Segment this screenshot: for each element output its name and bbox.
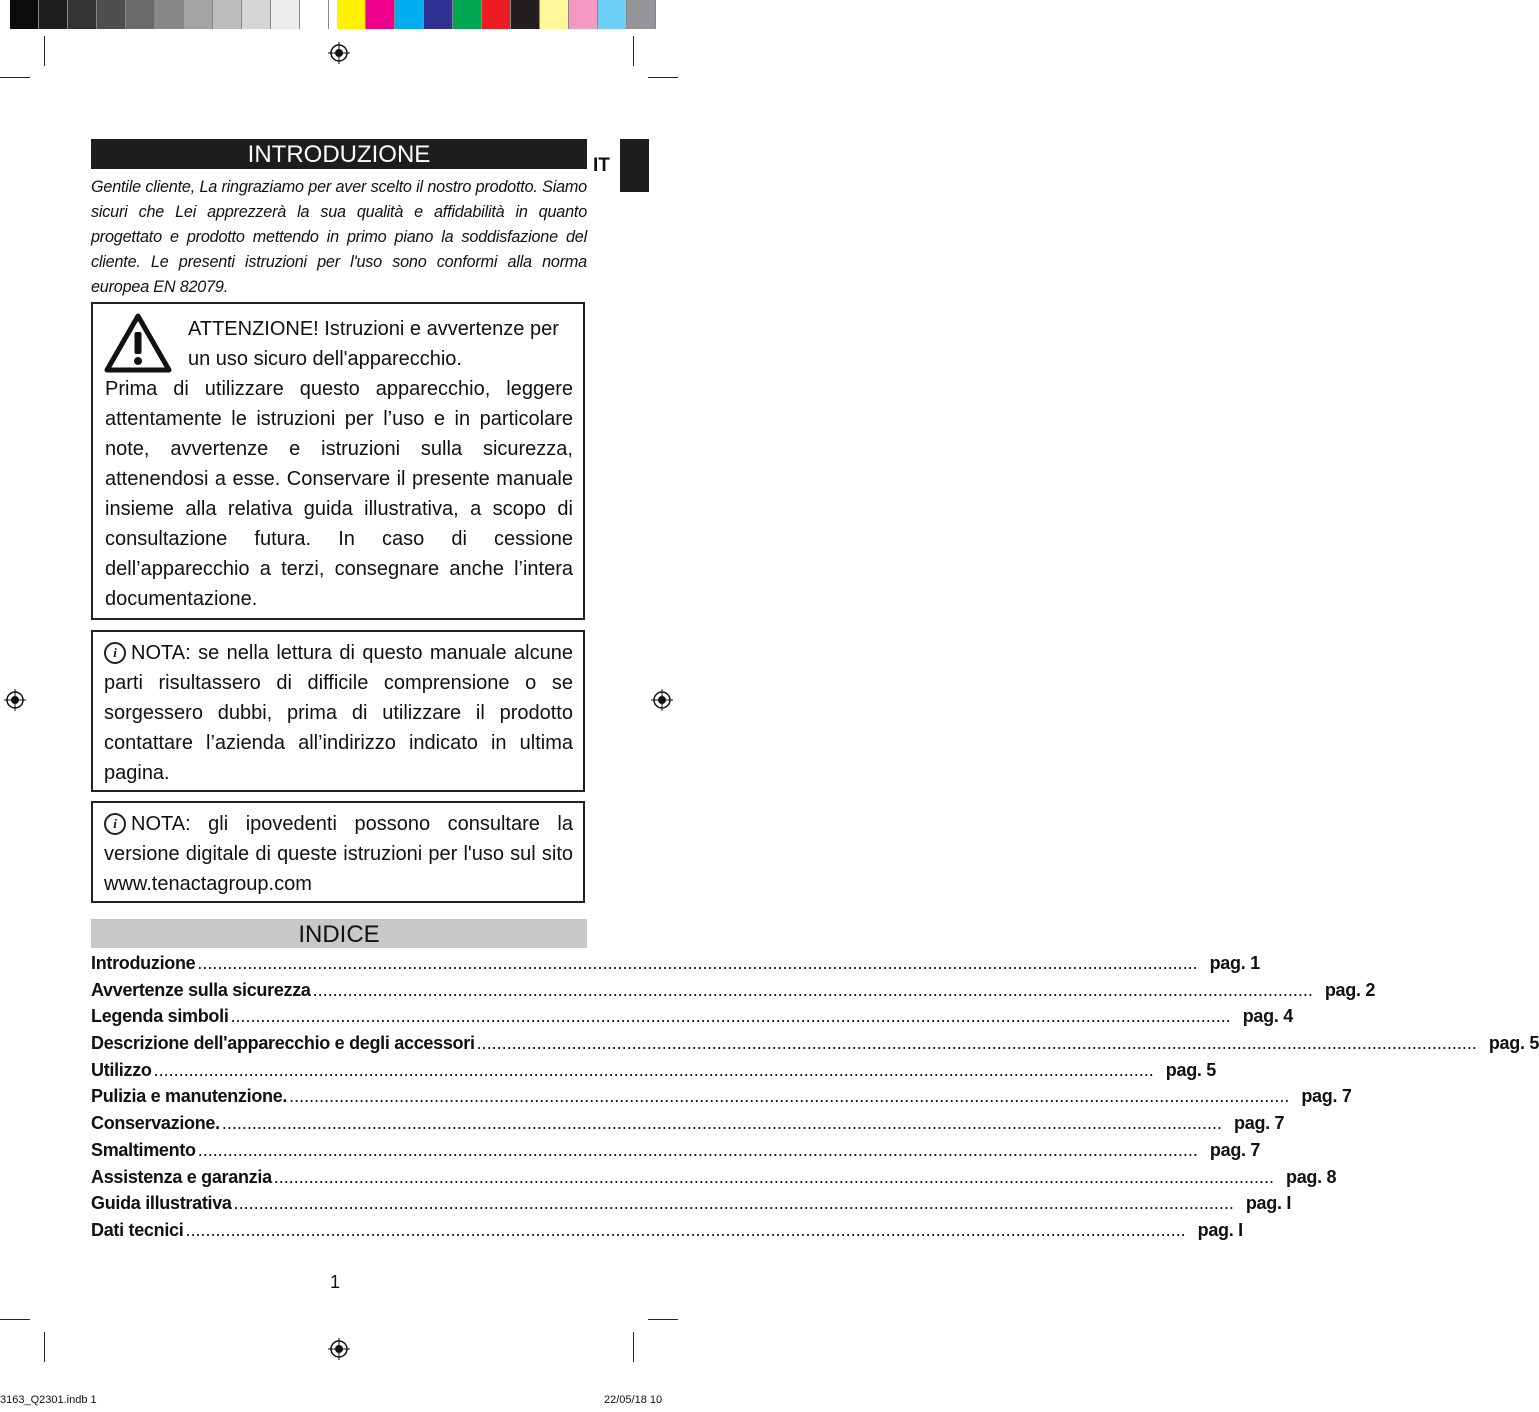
note-content xyxy=(104,809,573,899)
toc-row xyxy=(91,1033,1539,1060)
crop-mark xyxy=(44,36,45,66)
toc-leader-dots: ........................................................................................................................................................................................................ xyxy=(230,1006,1231,1027)
footer-date: 22/05/18 10 xyxy=(604,1394,663,1406)
toc-leader-dots: ........................................................................................................................................................................................................ xyxy=(233,1193,1234,1214)
toc-entry-title: Pulizia e manutenzione. xyxy=(91,1086,288,1107)
registration-mark-icon xyxy=(328,1338,350,1360)
toc-leader-dots: ........................................................................................................................................................................................................ xyxy=(197,953,1198,973)
note-box xyxy=(91,801,585,903)
toc-leader-dots: ........................................................................................................................................................................................................ xyxy=(273,1166,1274,1187)
color-swatch xyxy=(540,0,569,29)
toc-entry-page: pag. 5 xyxy=(1488,1033,1539,1054)
color-swatch xyxy=(242,0,271,29)
crop-mark xyxy=(0,1319,30,1320)
info-icon: i xyxy=(104,642,126,664)
warning-body: Prima di utilizzare questo apparecchio, leggere attentamente le istruzioni per l’uso e in particolare note, avvertenze e istruzioni sulla sicurezza, attenendosi a esse. Conservare il presente manuale insieme alla relativa guida illustrativa, a scopo di consultazione futura. In caso di cessione dell’apparecchio a terzi, consegnare anche l’intera documentazione. xyxy=(105,378,573,610)
toc-row xyxy=(91,1059,1217,1087)
toc-row xyxy=(91,953,1260,980)
color-swatch xyxy=(68,0,97,29)
color-swatch xyxy=(126,0,155,29)
toc-row xyxy=(91,1219,1243,1247)
registration-mark-icon xyxy=(651,689,673,711)
warning-title: ATTENZIONE! Istruzioni e avvertenze per un uso sicuro dell'apparecchio. xyxy=(188,318,559,370)
toc-leader-dots: ........................................................................................................................................................................................................ xyxy=(312,979,1313,1000)
page-number: 1 xyxy=(330,1272,341,1292)
toc-entry-page: pag. 5 xyxy=(1165,1059,1217,1080)
crop-mark xyxy=(633,1332,634,1362)
toc-row xyxy=(91,1139,1261,1167)
toc-row xyxy=(91,979,1376,1007)
language-label: IT xyxy=(593,155,610,176)
note-content xyxy=(104,638,573,788)
toc-leader-dots: ........................................................................................................................................................................................................ xyxy=(197,1139,1198,1160)
toc-entry-page: pag. 7 xyxy=(1209,1139,1261,1160)
color-swatch xyxy=(155,0,184,29)
toc-entry-page: pag. I xyxy=(1197,1219,1243,1240)
footer-file-name: 3163_Q2301.indb 1 xyxy=(0,1394,97,1406)
toc-entry-title: Smaltimento xyxy=(91,1139,196,1160)
toc-leader-dots: ........................................................................................................................................................................................................ xyxy=(476,1033,1477,1054)
color-bar-gap xyxy=(329,0,337,29)
crop-mark xyxy=(44,1332,45,1362)
color-swatch xyxy=(395,0,424,29)
section-title-indice: INDICE xyxy=(91,919,587,948)
color-swatch xyxy=(598,0,627,29)
toc-entry-title: Introduzione xyxy=(91,953,196,973)
color-calibration-bar xyxy=(10,0,656,30)
color-swatch xyxy=(366,0,395,29)
color-swatch xyxy=(337,0,366,29)
warning-triangle-icon xyxy=(103,312,173,374)
toc-row xyxy=(91,1006,1293,1033)
color-swatch xyxy=(424,0,453,29)
toc-entry-page: pag. 2 xyxy=(1324,979,1376,1000)
note-box xyxy=(91,630,585,792)
color-swatch xyxy=(511,0,540,29)
toc-row xyxy=(91,1086,1352,1113)
toc-entry-page: pag. 7 xyxy=(1234,1113,1285,1134)
toc-entry-title: Legenda simboli xyxy=(91,1006,229,1027)
color-swatch xyxy=(569,0,598,29)
crop-mark xyxy=(633,36,634,66)
toc-leader-dots: ........................................................................................................................................................................................................ xyxy=(153,1059,1154,1080)
toc-entry-title: Dati tecnici xyxy=(91,1219,184,1240)
color-swatch xyxy=(184,0,213,29)
note-text: NOTA: se nella lettura di questo manuale alcune parti risultassero di difficile comprensione o se sorgessero dubbi, prima di utilizzare il prodotto contattare l’azienda all’indirizzo indicato in ultima pagina. xyxy=(104,642,573,784)
color-swatch xyxy=(213,0,242,29)
registration-mark-icon xyxy=(328,42,350,64)
toc-entry-title: Guida illustrativa xyxy=(91,1193,232,1214)
toc-leader-dots: ........................................................................................................................................................................................................ xyxy=(185,1219,1186,1240)
color-swatch xyxy=(39,0,68,29)
color-swatch xyxy=(97,0,126,29)
toc-entry-title: Descrizione dell'apparecchio e degli accessori xyxy=(91,1033,475,1054)
toc-entry-page: pag. 8 xyxy=(1286,1166,1337,1187)
table-of-contents xyxy=(91,953,1539,1247)
note-text: NOTA: gli ipovedenti possono consultare la versione digitale di queste istruzioni per l'uso sul sito www.tenactagroup.com xyxy=(104,813,573,895)
toc-entry-page: pag. I xyxy=(1245,1193,1292,1214)
color-swatch xyxy=(271,0,300,29)
toc-entry-title: Avvertenze sulla sicurezza xyxy=(91,979,311,1000)
info-icon: i xyxy=(104,813,126,835)
color-swatch xyxy=(453,0,482,29)
section-title-introduzione: INTRODUZIONE xyxy=(91,139,587,169)
crop-mark xyxy=(648,77,678,78)
toc-entry-title: Utilizzo xyxy=(91,1059,152,1080)
warning-box xyxy=(91,302,585,620)
crop-mark xyxy=(648,1319,678,1320)
intro-paragraph: Gentile cliente, La ringraziamo per aver scelto il nostro prodotto. Siamo sicuri che Lei apprezzerà la sua qualità e affidabilità in quanto progettato e prodotto mettendo in primo piano la soddisfazione del cliente. Le presenti istruzioni per l'uso sono conformi alla norma europea EN 82079. xyxy=(91,178,587,296)
registration-mark-icon xyxy=(4,689,26,711)
crop-mark xyxy=(0,77,30,78)
color-swatch xyxy=(10,0,39,29)
toc-entry-title: Assistenza e garanzia xyxy=(91,1166,272,1187)
toc-entry-page: pag. 1 xyxy=(1209,953,1260,973)
toc-row xyxy=(91,1166,1337,1194)
toc-leader-dots: ........................................................................................................................................................................................................ xyxy=(289,1086,1290,1107)
toc-entry-page: pag. 7 xyxy=(1301,1086,1352,1107)
toc-row xyxy=(91,1113,1285,1140)
toc-entry-page: pag. 4 xyxy=(1242,1006,1293,1027)
toc-entry-title: Conservazione. xyxy=(91,1113,220,1134)
language-tab xyxy=(620,139,649,192)
color-swatch xyxy=(627,0,656,29)
color-swatch xyxy=(300,0,329,29)
toc-leader-dots: ........................................................................................................................................................................................................ xyxy=(221,1113,1223,1134)
toc-row xyxy=(91,1193,1292,1220)
color-swatch xyxy=(482,0,511,29)
